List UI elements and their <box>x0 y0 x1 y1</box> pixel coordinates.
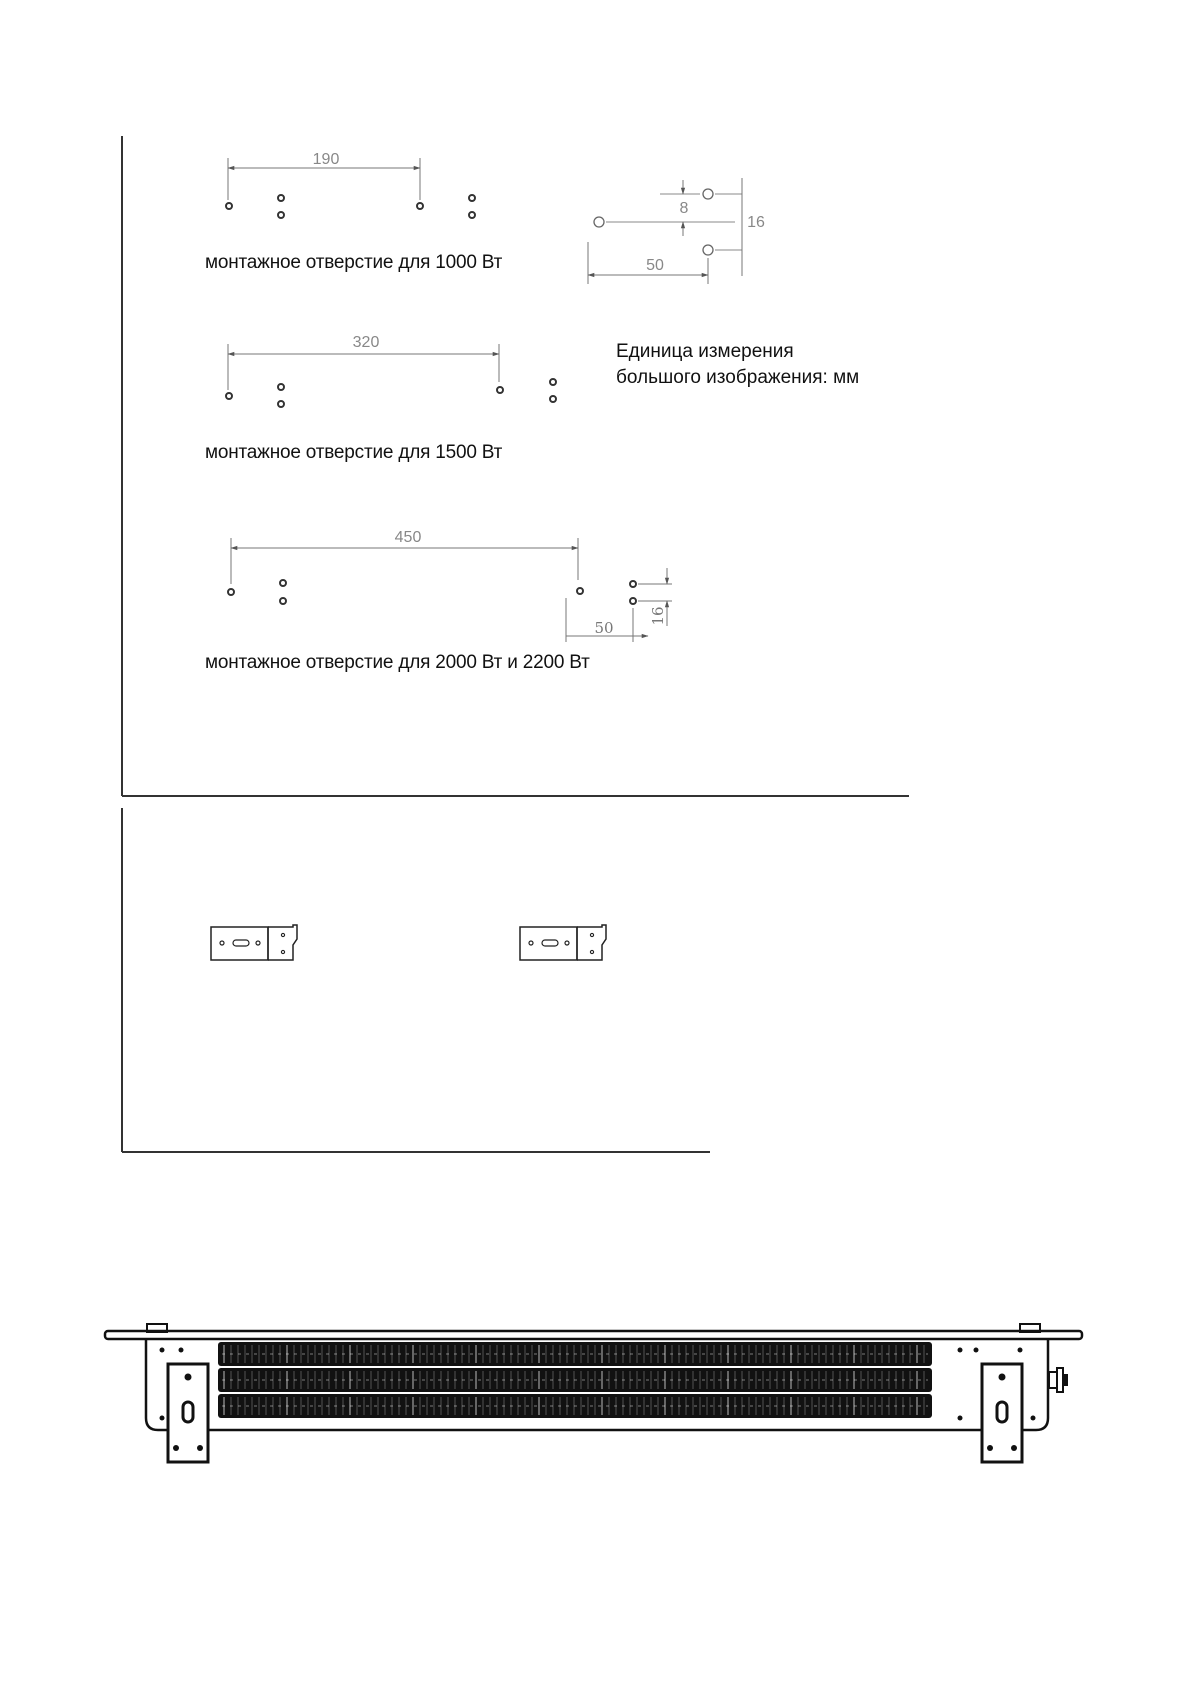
units-note-line2: большого изображения: мм <box>616 367 860 388</box>
dim-2000w-detail-16: 16 <box>649 606 667 626</box>
hole-pattern-1500w <box>226 334 556 407</box>
dim-detail-50: 50 <box>646 257 664 274</box>
units-note <box>616 339 859 391</box>
dim-detail-16: 16 <box>747 214 765 231</box>
mounting-bracket-right <box>520 925 606 960</box>
caption-1000w: монтажное отверстие для 1000 Вт <box>205 252 503 273</box>
hole-pattern-2000w <box>228 529 672 642</box>
dim-2000w: 450 <box>394 529 422 546</box>
dim-1000w: 190 <box>312 151 340 168</box>
heater-grille <box>218 1342 932 1418</box>
mounting-bracket-left <box>211 925 297 960</box>
units-note-line1: Единица измерения <box>616 341 794 362</box>
dim-1500w: 320 <box>352 334 380 351</box>
heater-front-view <box>105 1324 1082 1462</box>
hole-pattern-1000w <box>226 151 475 218</box>
caption-2000w: монтажное отверстие для 2000 Вт и 2200 Вт <box>205 652 590 673</box>
dim-detail-8: 8 <box>679 200 689 217</box>
dim-2000w-detail-50: 50 <box>594 619 614 637</box>
hole-detail-drawing <box>588 178 765 284</box>
caption-1500w: монтажное отверстие для 1500 Вт <box>205 442 503 463</box>
